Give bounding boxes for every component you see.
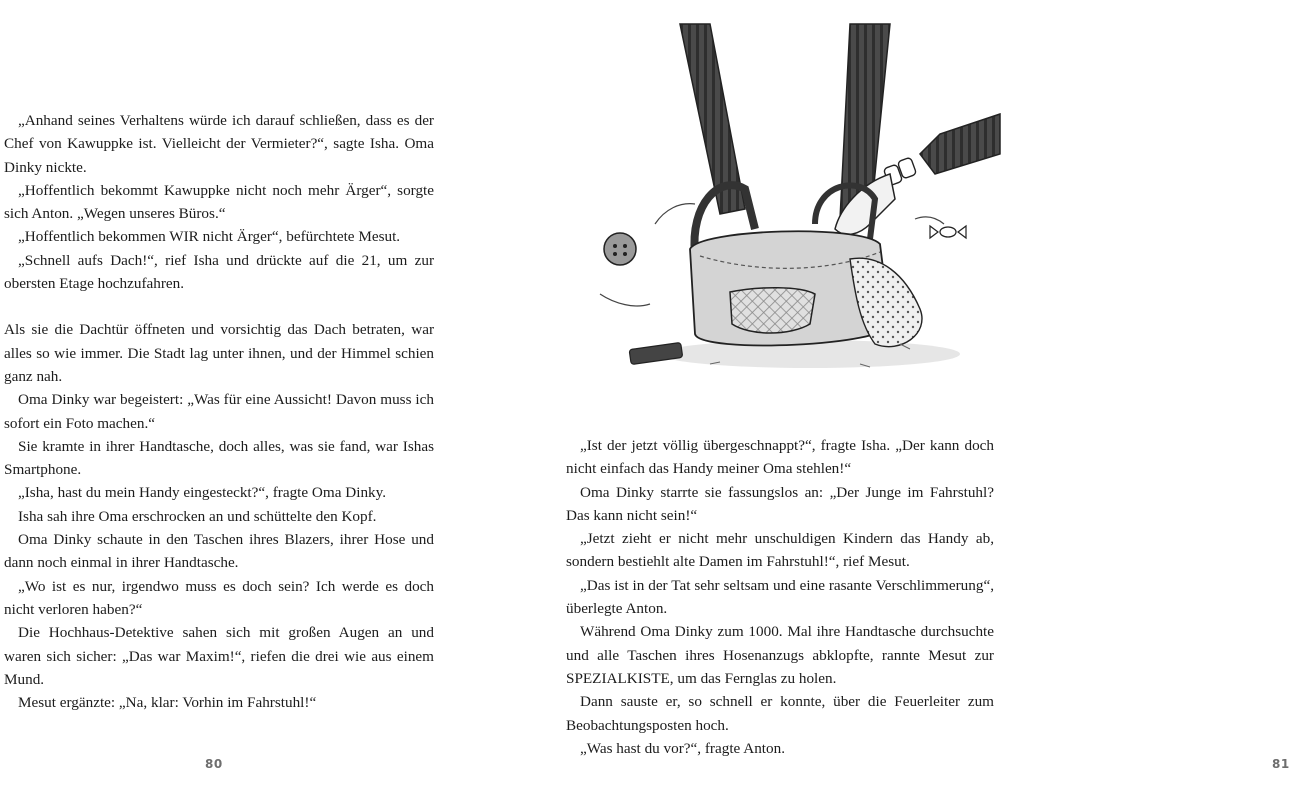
lipstick-shape [629, 342, 683, 364]
left-page [0, 0, 500, 800]
paragraph: Mesut ergänzte: „Na, klar: Vorhin im Fahrstuhl!“ [18, 694, 317, 712]
paragraph: „Hoffentlich bekommen WIR nicht Ärger“, befürchtete Mesut. [18, 228, 401, 246]
paragraph: Dann sauste er, so schnell er konnte, über die Feuerleiter zum Beobachtungsposten hoch. [566, 693, 994, 734]
handbag-illustration [560, 24, 1000, 386]
candy-shape [940, 227, 956, 237]
page-number-left: 80 [205, 757, 223, 771]
paragraph: „Anhand seines Verhaltens würde ich darauf schließen, dass es der Chef von Kawuppke ist. Vielleicht der Vermieter?“, sagte Isha. Oma Dinky nickte. [4, 112, 434, 176]
paragraph: „Jetzt zieht er nicht mehr unschuldigen Kindern das Handy ab, sondern bestiehlt alte Damen im Fahrstuhl!“, rief Mesut. [566, 530, 994, 571]
paragraph: Sie kramte in ihrer Handtasche, doch alles, was sie fand, war Ishas Smartphone. [4, 437, 434, 479]
paragraph: „Hoffentlich bekommt Kawuppke nicht noch mehr Ärger“, sorgte sich Anton. „Wegen unseres Büros.“ [4, 181, 434, 223]
left-page-text [4, 109, 434, 714]
paragraph: Als sie die Dachtür öffneten und vorsichtig das Dach betraten, war alles so wie immer. Die Stadt lag unter ihnen, und der Himmel schien ganz nah. [4, 321, 434, 385]
paragraph: Oma Dinky war begeistert: „Was für eine Aussicht! Davon muss ich sofort ein Foto machen.“ [4, 391, 434, 432]
paragraph: „Ist der jetzt völlig übergeschnappt?“, fragte Isha. „Der kann doch nicht einfach das Handy meiner Oma stehlen!“ [566, 437, 994, 478]
button-shape [604, 233, 636, 265]
right-page-text [566, 434, 994, 760]
paragraph: „Das ist in der Tat sehr seltsam und eine rasante Verschlimmerung“, überlegte Anton. [566, 576, 994, 618]
paragraph: „Wo ist es nur, irgendwo muss es doch sein? Ich werde es doch nicht verloren haben?“ [4, 577, 434, 618]
paragraph: Isha sah ihre Oma erschrocken an und schüttelte den Kopf. [18, 507, 377, 525]
paragraph: Die Hochhaus-Detektive sahen sich mit großen Augen an und waren sich sicher: „Das war Maxim!“, riefen die drei wie aus einem Mund. [4, 624, 434, 688]
paragraph: „Schnell aufs Dach!“, rief Isha und drückte auf die 21, um zur obersten Etage hochzufahren. [4, 251, 434, 293]
paragraph: „Isha, hast du mein Handy eingesteckt?“, fragte Oma Dinky. [18, 484, 387, 502]
paragraph: „Was hast du vor?“, fragte Anton. [580, 739, 786, 757]
page-number-right: 81 [1272, 757, 1290, 771]
paragraph: Während Oma Dinky zum 1000. Mal ihre Handtasche durchsuchte und alle Taschen ihres Hosenanzugs abklopfte, rannte Mesut zur SPEZIALKISTE, um das Fernglas zu holen. [566, 623, 994, 687]
paragraph: Oma Dinky schaute in den Taschen ihres Blazers, ihrer Hose und dann noch einmal in ihrer Handtasche. [4, 531, 434, 572]
paragraph: Oma Dinky starrte sie fassungslos an: „Der Junge im Fahrstuhl? Das kann nicht sein!“ [566, 483, 994, 524]
